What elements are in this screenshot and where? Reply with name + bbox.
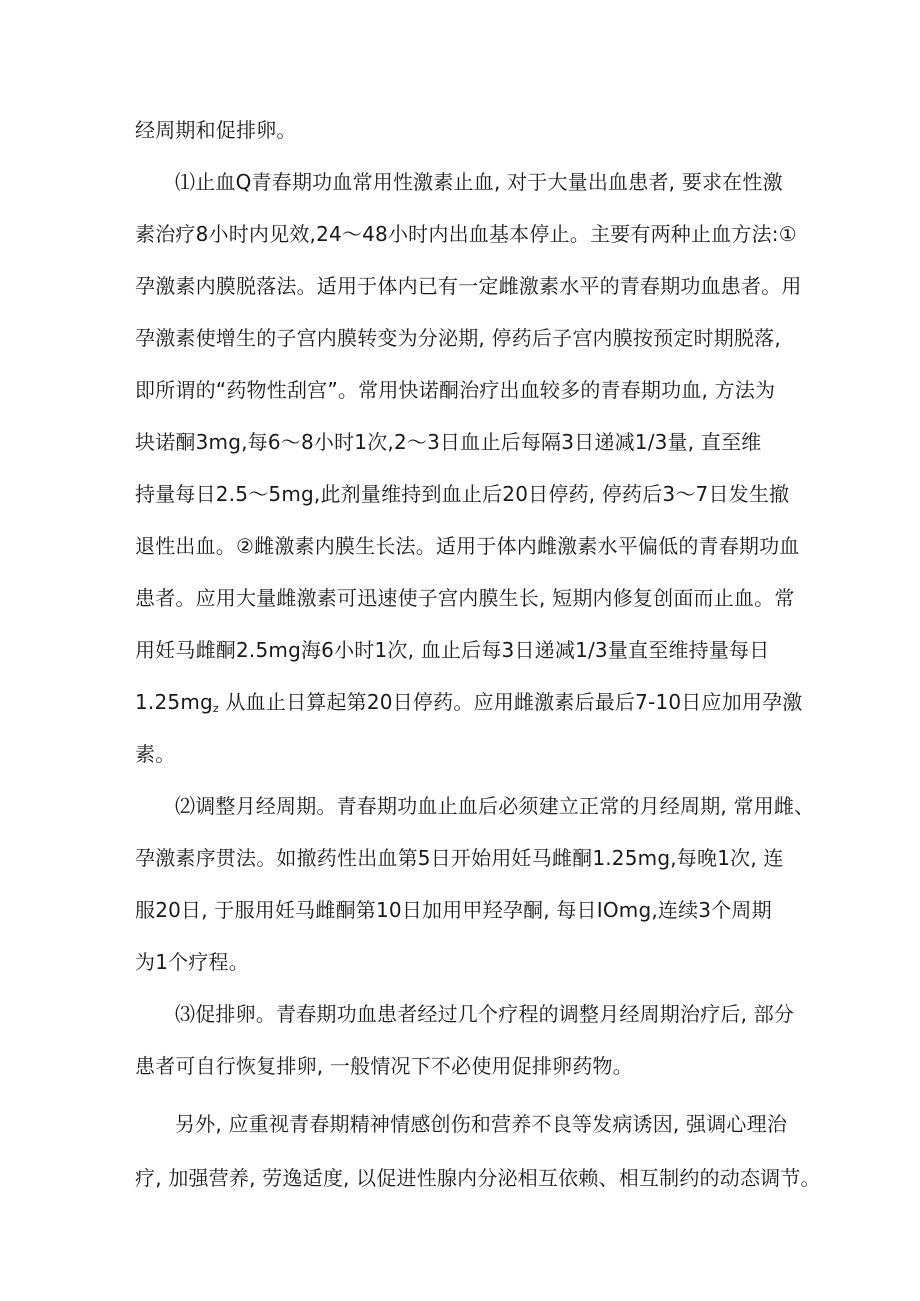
text-line: [135, 688, 803, 716]
text-line: 患者。应用大量雌激素可迅速使子宫内膜生长, 短期内修复创面而止血。常: [135, 586, 795, 610]
text-line: 孕激素使增生的子宫内膜转变为分泌期, 停药后子宫内膜按预定时期脱落,: [135, 326, 781, 350]
text-line: 为1个疗程。: [135, 950, 249, 974]
text-line: ⑵调整月经周期。青春期功血止血后必须建立正常的月经周期, 常用雌、: [175, 794, 815, 818]
text-line: 孕激素内膜脱落法。适用于体内已有一定雌激素水平的青春期功血患者。用: [135, 274, 802, 298]
text-line: 块诺酮3mg,每6～8小时1次,2～3日血止后每隔3日递减1/3量, 直至维: [135, 430, 762, 454]
text-line: 患者可自行恢复排卵, 一般情况下不必使用促排卵药物。: [135, 1054, 633, 1078]
text-line: 疗, 加强营养, 劳逸适度, 以促进性腺内分泌相互依赖、相互制约的动态调节。: [135, 1166, 821, 1190]
text-line: 孕激素序贯法。如撤药性出血第5日开始用妊马雌酮1.25mg,每晚1次, 连: [135, 846, 784, 870]
text-line: 退性出血。②雌激素内膜生长法。适用于体内雌激素水平偏低的青春期功血: [135, 534, 800, 558]
text-line: ⑶促排卵。青春期功血患者经过几个疗程的调整月经周期治疗后, 部分: [175, 1002, 795, 1026]
text-line: 用妊马雌酮2.5mg海6小时1次, 血止后每3日递减1/3量直至维持量每日: [135, 638, 770, 662]
text-line: ⑴止血Q青春期功血常用性激素止血, 对于大量出血患者, 要求在性激: [175, 170, 783, 194]
subscript-mark: z: [212, 702, 219, 715]
dose-value: 1.25mg: [135, 690, 213, 714]
text-line: 另外, 应重视青春期精神情感创伤和营养不良等发病诱因, 强调心理治: [175, 1112, 788, 1136]
text-line: 服20日, 于服用妊马雌酮第10日加用甲羟孕酮, 每日IOmg,连续3个周期: [135, 898, 772, 922]
text-line: 持量每日2.5～5mg,此剂量维持到血止后20日停药, 停药后3～7日发生撤: [135, 482, 790, 506]
text-line: 经周期和促排卵。: [135, 118, 297, 142]
text-segment: 从血止日算起第20日停药。应用雌激素后最后7-10日应加用孕激: [225, 690, 803, 714]
text-line: 即所谓的“药物性刮宫”。常用快诺酮治疗出血较多的青春期功血, 方法为: [135, 378, 776, 402]
text-line: 素。: [135, 742, 176, 766]
text-line: 素治疗8小时内见效,24～48小时内出血基本停止。主要有两种止血方法:①: [135, 222, 797, 246]
